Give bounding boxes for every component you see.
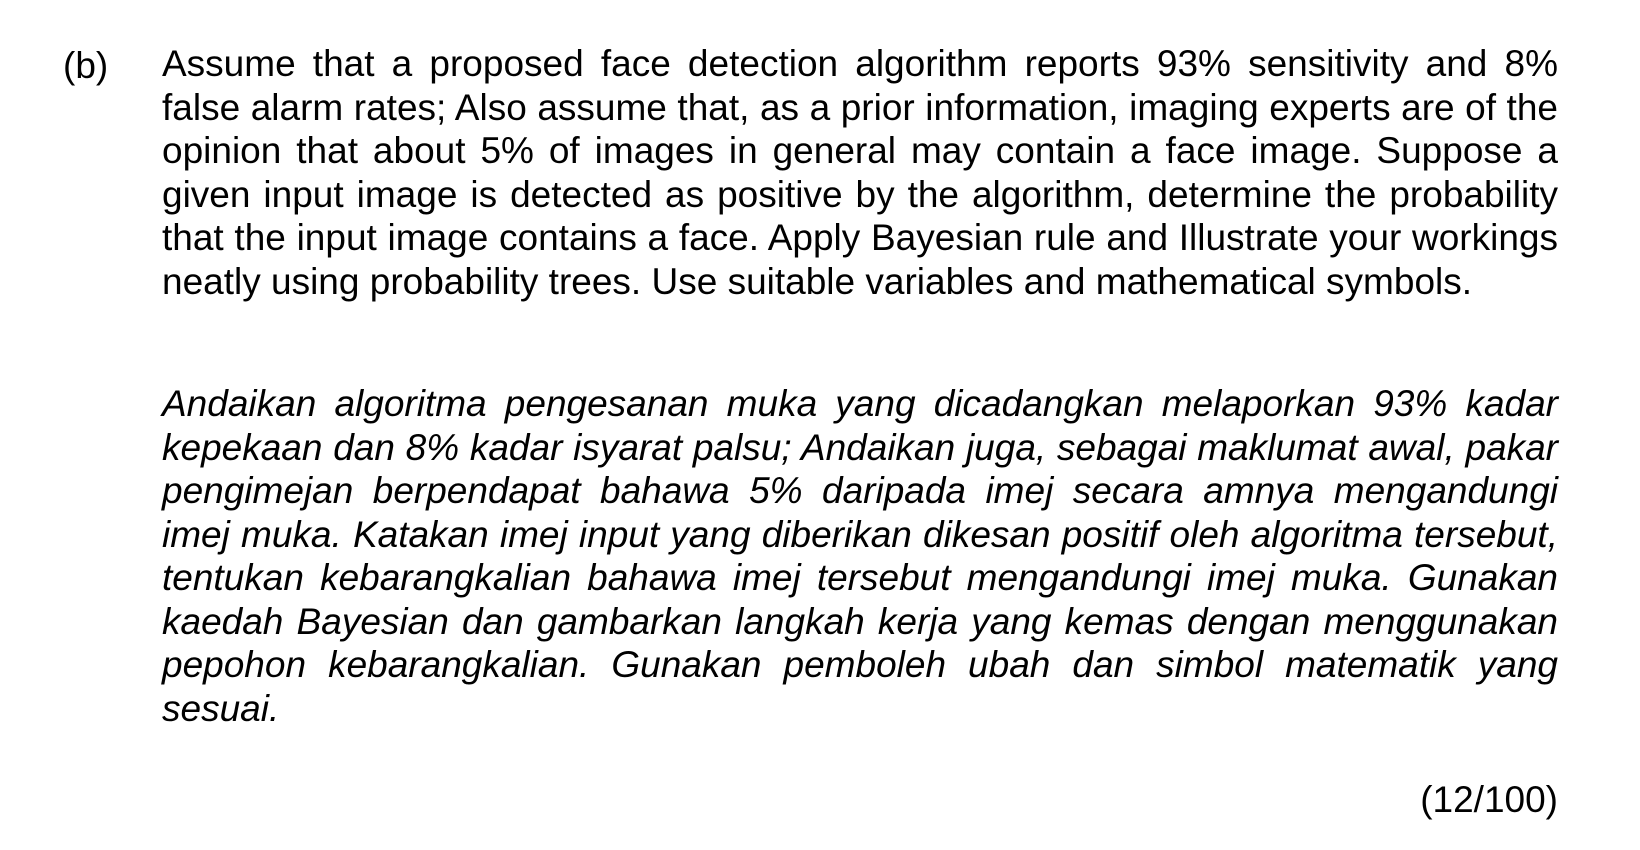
question-text-malay: Andaikan algoritma pengesanan muka yang dicadangkan melaporkan 93% kadar kepekaan dan 8% kadar isyarat palsu; Andaikan juga, sebagai maklumat awal, pakar pengimejan berpendapat bahawa 5% daripada imej secara amnya mengandungi imej muka. Katakan imej input yang diberikan dikesan positif oleh algoritma tersebut, tentukan kebarangkalian bahawa imej tersebut mengandungi imej muka. Gunakan kaedah Bayesian dan gambarkan langkah kerja yang kemas dengan menggunakan pepohon kebarangkalian. Gunakan pemboleh ubah dan simbol matematik yang sesuai.	[162, 383, 1558, 729]
question-label: (b)	[63, 45, 109, 86]
question-text-english: Assume that a proposed face detection algorithm reports 93% sensitivity and 8% false alarm rates; Also assume that, as a prior information, imaging experts are of the opinion that about 5% of images in general may contain a face image. Suppose a given input image is detected as positive by the algorithm, determine the probability that the input image contains a face. Apply Bayesian rule and Illustrate your workings neatly using probability trees. Use suitable variables and mathematical symbols.	[162, 43, 1558, 302]
question-marks: (12/100)	[1420, 779, 1558, 820]
